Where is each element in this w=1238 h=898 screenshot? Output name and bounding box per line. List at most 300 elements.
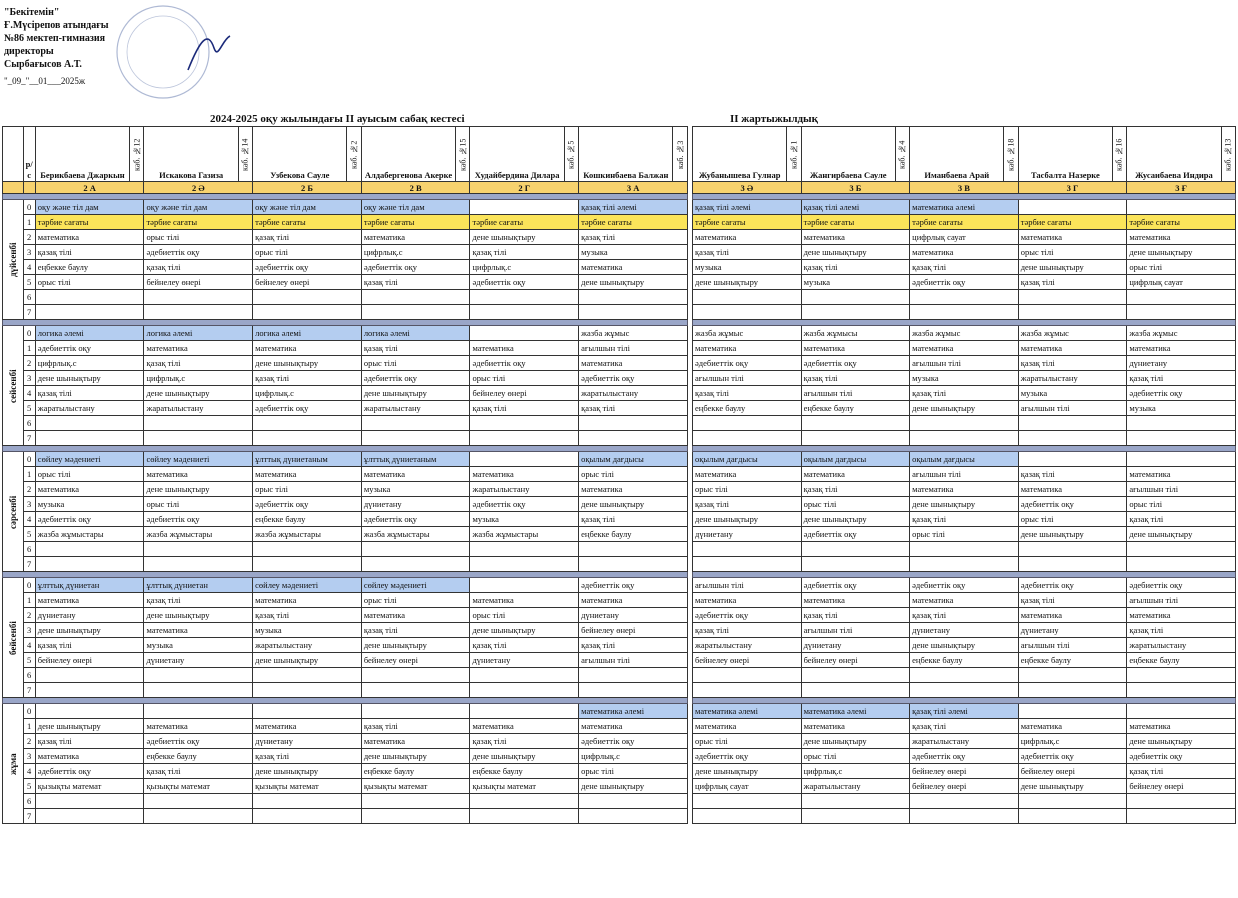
teacher-name: Жангирбаева Сауле <box>801 127 895 182</box>
class-label: 2 Ә <box>144 182 253 194</box>
lesson-cell: тәрбие сағаты <box>910 215 1019 230</box>
lesson-cell <box>144 668 253 683</box>
lesson-number: 6 <box>23 290 35 305</box>
teacher-name: Узбекова Сауле <box>253 127 347 182</box>
lesson-cell: дүниетану <box>1018 623 1127 638</box>
lesson-number: 3 <box>23 497 35 512</box>
lesson-cell: тәрбие сағаты <box>144 215 253 230</box>
lesson-cell: орыс тілі <box>144 497 253 512</box>
lesson-number: 1 <box>23 341 35 356</box>
lesson-cell <box>1127 668 1236 683</box>
lesson-cell <box>1127 683 1236 698</box>
lesson-number: 3 <box>23 623 35 638</box>
lesson-cell: дене шынықтыру <box>910 401 1019 416</box>
lesson-cell: әдебиеттік оқу <box>253 260 362 275</box>
lesson-cell: әдебиеттік оқу <box>253 401 362 416</box>
lesson-number: 7 <box>23 809 35 824</box>
lesson-cell: қазақ тілі <box>579 512 688 527</box>
lesson-cell <box>1127 809 1236 824</box>
lesson-cell: орыс тілі <box>579 467 688 482</box>
lesson-cell <box>693 431 802 446</box>
lesson-cell <box>361 809 470 824</box>
class-row-spacer <box>3 182 24 194</box>
lesson-cell: математика <box>35 749 144 764</box>
lesson-cell <box>579 290 688 305</box>
lesson-cell: дене шынықтыру <box>253 764 362 779</box>
lesson-cell: қазақ тілі <box>253 230 362 245</box>
lesson-cell <box>579 542 688 557</box>
lesson-cell <box>801 416 910 431</box>
lesson-cell: математика <box>361 230 470 245</box>
lesson-cell: орыс тілі <box>144 230 253 245</box>
lesson-cell: дене шынықтыру <box>579 497 688 512</box>
lesson-cell: әдебиеттік оқу <box>801 578 910 593</box>
lesson-cell: дене шынықтыру <box>144 482 253 497</box>
lesson-cell: жазба жұмыс <box>910 326 1019 341</box>
lesson-number: 7 <box>23 305 35 320</box>
lesson-cell: дене шынықтыру <box>1127 527 1236 542</box>
lesson-cell <box>470 452 579 467</box>
lesson-cell: дене шынықтыру <box>693 275 802 290</box>
lesson-cell: қазақ тілі <box>1018 275 1127 290</box>
lesson-cell <box>693 683 802 698</box>
lesson-cell <box>1127 452 1236 467</box>
lesson-number: 6 <box>23 668 35 683</box>
lesson-cell <box>910 290 1019 305</box>
lesson-cell: қазақ тілі <box>144 260 253 275</box>
class-label: 3 Ә <box>693 182 802 194</box>
lesson-cell <box>253 704 362 719</box>
lesson-cell: бейнелеу өнері <box>910 764 1019 779</box>
lesson-cell: қазақ тілі <box>253 749 362 764</box>
lesson-cell <box>470 557 579 572</box>
day-label: жұма <box>3 704 24 824</box>
lesson-cell: қазақ тілі <box>470 734 579 749</box>
lesson-cell: дене шынықтыру <box>1127 734 1236 749</box>
lesson-cell <box>470 809 579 824</box>
lesson-cell: математика <box>579 593 688 608</box>
lesson-cell <box>1018 200 1127 215</box>
lesson-cell: әдебиеттік оқу <box>1127 578 1236 593</box>
lesson-cell: қазақ тілі әлемі <box>693 200 802 215</box>
lesson-cell: қазақ тілі әлемі <box>801 200 910 215</box>
lesson-cell <box>693 668 802 683</box>
lesson-cell: дене шынықтыру <box>361 638 470 653</box>
lesson-cell: дене шынықтыру <box>801 734 910 749</box>
lesson-cell: дене шынықтыру <box>910 638 1019 653</box>
lesson-cell <box>1018 416 1127 431</box>
lesson-cell: математика <box>801 593 910 608</box>
lesson-cell: қызықты математ <box>361 779 470 794</box>
lesson-cell <box>35 683 144 698</box>
teacher-name: Тасбалта Назерке <box>1018 127 1112 182</box>
schedule-table-right <box>692 126 1236 824</box>
approval-line: Ғ.Мүсірепов атындағы <box>4 20 109 31</box>
lesson-cell: әдебиеттік оқу <box>1127 386 1236 401</box>
lesson-cell: математика <box>801 467 910 482</box>
lesson-cell <box>144 416 253 431</box>
lesson-cell: еңбекке баулу <box>801 401 910 416</box>
lesson-cell: тәрбие сағаты <box>1127 215 1236 230</box>
lesson-cell <box>253 668 362 683</box>
lesson-cell: қазақ тілі <box>1127 371 1236 386</box>
lesson-cell: орыс тілі <box>693 482 802 497</box>
class-label: 2 А <box>35 182 144 194</box>
lesson-cell: қазақ тілі <box>579 230 688 245</box>
day-label: дүйсенбі <box>3 200 24 320</box>
lesson-cell <box>470 416 579 431</box>
lesson-cell: қазақ тілі <box>361 719 470 734</box>
lesson-cell <box>470 431 579 446</box>
lesson-cell: орыс тілі <box>35 275 144 290</box>
lesson-cell <box>693 794 802 809</box>
semester-title: ІІ жартыжылдық <box>730 113 818 125</box>
lesson-number: 0 <box>23 452 35 467</box>
lesson-cell <box>1018 290 1127 305</box>
lesson-cell: дене шынықтыру <box>470 623 579 638</box>
cabinet-number: каб. №13 <box>1221 127 1235 182</box>
lesson-cell: жаратылыстану <box>801 779 910 794</box>
lesson-cell: қазақ тілі <box>910 719 1019 734</box>
teacher-name: Алдабергенова Акерке <box>361 127 455 182</box>
lesson-cell <box>801 794 910 809</box>
lesson-number: 2 <box>23 230 35 245</box>
lesson-cell <box>1127 290 1236 305</box>
lesson-cell: математика <box>693 341 802 356</box>
lesson-cell: математика <box>693 230 802 245</box>
lesson-cell: математика <box>693 719 802 734</box>
lesson-cell <box>579 416 688 431</box>
lesson-cell <box>35 290 144 305</box>
class-label: 2 Г <box>470 182 579 194</box>
lesson-cell: қазақ тілі <box>693 497 802 512</box>
lesson-cell <box>253 431 362 446</box>
lesson-cell: дене шынықтыру <box>579 779 688 794</box>
lesson-cell: математика әлемі <box>801 704 910 719</box>
lesson-cell: оқылым дағдысы <box>801 452 910 467</box>
lesson-cell: тәрбие сағаты <box>693 215 802 230</box>
cabinet-number: каб. №2 <box>347 127 361 182</box>
day-label: бейсенбі <box>3 578 24 698</box>
class-label: 3 Б <box>801 182 910 194</box>
lesson-cell: әдебиеттік оқу <box>1018 497 1127 512</box>
lesson-cell: қазақ тілі <box>1127 512 1236 527</box>
lesson-cell: қазақ тілі <box>693 623 802 638</box>
lesson-cell: тәрбие сағаты <box>253 215 362 230</box>
lesson-cell: бейнелеу өнері <box>1018 764 1127 779</box>
cabinet-number: каб. №15 <box>456 127 470 182</box>
lesson-cell: математика <box>1127 719 1236 734</box>
lesson-cell: музыка <box>693 260 802 275</box>
lesson-cell: қызықты математ <box>470 779 579 794</box>
lesson-cell: математика <box>910 593 1019 608</box>
lesson-number: 1 <box>23 593 35 608</box>
lesson-cell: қазақ тілі <box>1018 356 1127 371</box>
lesson-cell: дене шынықтыру <box>361 386 470 401</box>
approval-line: Сырбағысов А.Т. <box>4 59 82 70</box>
lesson-cell: музыка <box>470 512 579 527</box>
lesson-cell: математика <box>253 719 362 734</box>
lesson-cell: музыка <box>910 371 1019 386</box>
lesson-cell <box>253 557 362 572</box>
lesson-cell: әдебиеттік оқу <box>470 356 579 371</box>
lesson-cell <box>1018 809 1127 824</box>
lesson-cell: қазақ тілі <box>144 356 253 371</box>
lesson-cell: еңбекке баулу <box>579 527 688 542</box>
lesson-cell: логика әлемі <box>35 326 144 341</box>
cabinet-number: каб. №4 <box>895 127 909 182</box>
lesson-cell: бейнелеу өнері <box>470 386 579 401</box>
lesson-cell: бейнелеу өнері <box>253 275 362 290</box>
lesson-cell: дүниетану <box>1127 356 1236 371</box>
lesson-cell: әдебиеттік оқу <box>35 512 144 527</box>
lesson-cell: орыс тілі <box>253 482 362 497</box>
lesson-number: 0 <box>23 200 35 215</box>
lesson-cell: математика <box>1127 230 1236 245</box>
lesson-cell: жазба жұмыстары <box>35 527 144 542</box>
lesson-cell: қазақ тілі <box>1127 623 1236 638</box>
lesson-cell: ағылшын тілі <box>579 653 688 668</box>
lesson-cell: дүниетану <box>361 497 470 512</box>
lesson-cell <box>144 809 253 824</box>
lesson-cell: тәрбие сағаты <box>801 215 910 230</box>
lesson-cell: жазба жұмыс <box>1127 326 1236 341</box>
lesson-cell: әдебиеттік оқу <box>361 371 470 386</box>
lesson-cell <box>253 809 362 824</box>
lesson-cell: дене шынықтыру <box>801 512 910 527</box>
lesson-cell: оқу және тіл дам <box>35 200 144 215</box>
class-row-spacer <box>23 182 35 194</box>
lesson-cell: қызықты математ <box>144 779 253 794</box>
lesson-cell <box>801 431 910 446</box>
lesson-cell <box>361 668 470 683</box>
lesson-cell: әдебиеттік оқу <box>910 749 1019 764</box>
lesson-cell <box>361 794 470 809</box>
lesson-cell: еңбекке баулу <box>35 260 144 275</box>
lesson-cell <box>361 416 470 431</box>
lesson-number: 4 <box>23 512 35 527</box>
lesson-cell: әдебиеттік оқу <box>470 275 579 290</box>
lesson-cell: бейнелеу өнері <box>910 779 1019 794</box>
lesson-cell: әдебиеттік оқу <box>144 245 253 260</box>
lesson-cell: ағылшын тілі <box>1018 638 1127 653</box>
lesson-cell <box>144 542 253 557</box>
day-label: сейсенбі <box>3 326 24 446</box>
lesson-cell: музыка <box>1018 386 1127 401</box>
lesson-cell: орыс тілі <box>470 608 579 623</box>
lesson-cell <box>693 290 802 305</box>
lesson-cell: әдебиеттік оқу <box>1127 749 1236 764</box>
lesson-cell <box>910 431 1019 446</box>
lesson-number: 5 <box>23 275 35 290</box>
lesson-cell: қазақ тілі <box>801 260 910 275</box>
lesson-cell: қазақ тілі <box>801 608 910 623</box>
lesson-cell <box>253 794 362 809</box>
lesson-cell: цифрлық.с <box>579 749 688 764</box>
corner-cell <box>3 127 24 182</box>
lesson-cell: математика <box>1018 230 1127 245</box>
lesson-cell: қазақ тілі <box>1127 764 1236 779</box>
lesson-cell: орыс тілі <box>579 764 688 779</box>
lesson-cell: әдебиеттік оқу <box>144 512 253 527</box>
lesson-cell: дене шынықтыру <box>1018 779 1127 794</box>
lesson-cell <box>470 683 579 698</box>
cabinet-number: каб. №12 <box>130 127 144 182</box>
teacher-name: Иманбаева Арай <box>910 127 1004 182</box>
lesson-number: 1 <box>23 467 35 482</box>
lesson-cell: жазба жұмыстары <box>470 527 579 542</box>
lesson-cell <box>35 794 144 809</box>
lesson-cell: қазақ тілі <box>35 386 144 401</box>
lesson-cell: орыс тілі <box>361 593 470 608</box>
lesson-cell <box>470 326 579 341</box>
lesson-cell: математика <box>1127 467 1236 482</box>
lesson-cell: тәрбие сағаты <box>361 215 470 230</box>
lesson-number: 2 <box>23 734 35 749</box>
lesson-cell: әдебиеттік оқу <box>1018 578 1127 593</box>
lesson-cell: цифрлық.с <box>470 260 579 275</box>
lesson-cell: математика <box>801 341 910 356</box>
lesson-cell <box>910 557 1019 572</box>
lesson-cell: математика <box>361 608 470 623</box>
lesson-cell <box>470 668 579 683</box>
lesson-cell: математика <box>579 260 688 275</box>
lesson-cell <box>470 305 579 320</box>
lesson-cell: математика <box>579 482 688 497</box>
lesson-cell <box>579 683 688 698</box>
lesson-cell <box>693 557 802 572</box>
lesson-cell <box>361 305 470 320</box>
lesson-cell: бейнелеу өнері <box>144 275 253 290</box>
teacher-name: Жубанышева Гулнар <box>693 127 787 182</box>
lesson-cell: дене шынықтыру <box>693 512 802 527</box>
day-label: сәрсенбі <box>3 452 24 572</box>
lesson-cell: сөйлеу мәдениеті <box>144 452 253 467</box>
lesson-cell <box>470 542 579 557</box>
lesson-cell <box>144 290 253 305</box>
lesson-cell: математика <box>144 719 253 734</box>
lesson-number: 4 <box>23 764 35 779</box>
lesson-cell <box>470 290 579 305</box>
lesson-cell <box>144 557 253 572</box>
lesson-cell: жаратылыстану <box>361 401 470 416</box>
lesson-cell: математика <box>910 341 1019 356</box>
lesson-cell: цифрлық сауат <box>1127 275 1236 290</box>
lesson-cell: цифрлық.с <box>253 386 362 401</box>
approval-line: директоры <box>4 46 54 57</box>
class-label: 3 Г <box>1018 182 1127 194</box>
lesson-cell: дене шынықтыру <box>801 245 910 260</box>
lesson-cell <box>361 704 470 719</box>
lesson-cell: жазба жұмыс <box>1018 326 1127 341</box>
lesson-cell: қазақ тілі <box>910 512 1019 527</box>
lesson-cell: ағылшын тілі <box>801 623 910 638</box>
lesson-cell: дүниетану <box>470 653 579 668</box>
approval-date: "_09_"__01___2025ж <box>4 76 86 86</box>
lesson-cell <box>693 809 802 824</box>
lesson-cell: қазақ тілі <box>35 245 144 260</box>
lesson-cell <box>1127 704 1236 719</box>
approval-line: №86 мектеп-гимназия <box>4 33 106 44</box>
lesson-cell: жазба жұмысы <box>801 326 910 341</box>
lesson-cell: математика <box>801 230 910 245</box>
lesson-cell <box>1127 794 1236 809</box>
lesson-cell: математика <box>1018 608 1127 623</box>
lesson-cell <box>361 683 470 698</box>
lesson-cell: қазақ тілі <box>470 401 579 416</box>
lesson-cell: әдебиеттік оқу <box>253 497 362 512</box>
lesson-cell: дене шынықтыру <box>910 497 1019 512</box>
cabinet-number: каб. №3 <box>673 127 688 182</box>
lesson-number: 0 <box>23 578 35 593</box>
lesson-cell <box>35 416 144 431</box>
lesson-cell: дене шынықтыру <box>35 371 144 386</box>
lesson-cell: цифрлық.с <box>1018 734 1127 749</box>
lesson-cell: ұлттық дүниетаным <box>361 452 470 467</box>
lesson-cell: дене шынықтыру <box>579 275 688 290</box>
lesson-cell: ұлттық дүниетаным <box>253 452 362 467</box>
lesson-cell <box>1018 683 1127 698</box>
lesson-cell <box>579 305 688 320</box>
lesson-cell <box>1018 794 1127 809</box>
lesson-cell: математика <box>253 593 362 608</box>
lesson-cell: математика <box>35 593 144 608</box>
teacher-name: Худайбердина Дилара <box>470 127 564 182</box>
lesson-cell: математика <box>1018 482 1127 497</box>
lesson-cell: музыка <box>253 623 362 638</box>
lesson-cell <box>470 200 579 215</box>
lesson-cell <box>253 290 362 305</box>
lesson-cell: логика әлемі <box>253 326 362 341</box>
lesson-cell: еңбекке баулу <box>144 749 253 764</box>
lesson-cell: әдебиеттік оқу <box>144 734 253 749</box>
lesson-cell: математика <box>35 230 144 245</box>
lesson-number: 4 <box>23 386 35 401</box>
lesson-cell: математика <box>693 593 802 608</box>
lesson-cell: жазба жұмыс <box>693 326 802 341</box>
lesson-cell <box>1018 668 1127 683</box>
lesson-cell: дене шынықтыру <box>253 356 362 371</box>
lesson-cell: цифрлық сауат <box>693 779 802 794</box>
lesson-cell <box>910 416 1019 431</box>
lesson-cell: дене шынықтыру <box>1018 260 1127 275</box>
lesson-cell: әдебиеттік оқу <box>693 749 802 764</box>
lesson-cell <box>579 794 688 809</box>
lesson-cell: еңбекке баулу <box>361 764 470 779</box>
lesson-cell: жаратылыстану <box>693 638 802 653</box>
lesson-cell: ағылшын тілі <box>1127 482 1236 497</box>
lesson-cell: дүниетану <box>693 527 802 542</box>
lesson-cell: математика <box>144 623 253 638</box>
lesson-number: 6 <box>23 416 35 431</box>
lesson-cell: дене шынықтыру <box>470 749 579 764</box>
lesson-cell <box>910 668 1019 683</box>
lesson-cell <box>144 305 253 320</box>
lesson-cell: орыс тілі <box>801 497 910 512</box>
lesson-cell: сөйлеу мәдениеті <box>361 578 470 593</box>
lesson-cell: қазақ тілі <box>35 638 144 653</box>
lesson-cell <box>253 416 362 431</box>
class-label: 3 Ғ <box>1127 182 1236 194</box>
lesson-cell: дене шынықтыру <box>144 608 253 623</box>
lesson-cell: қызықты математ <box>35 779 144 794</box>
lesson-cell: дене шынықтыру <box>470 230 579 245</box>
seal-stamp <box>88 0 238 105</box>
cabinet-number: каб. №14 <box>238 127 252 182</box>
lesson-cell: цифрлық.с <box>144 371 253 386</box>
lesson-cell <box>361 431 470 446</box>
lesson-cell: оқылым дағдысы <box>693 452 802 467</box>
